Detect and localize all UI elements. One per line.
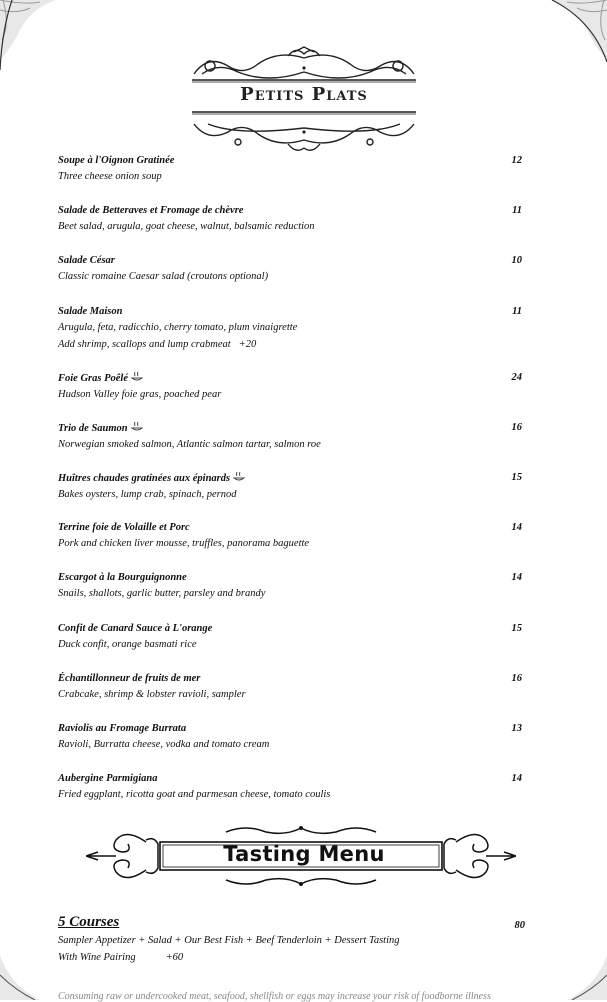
item-price: 14 bbox=[511, 773, 522, 785]
wine-pairing bbox=[58, 949, 528, 966]
item-price: 14 bbox=[511, 522, 522, 534]
item-price: 16 bbox=[511, 421, 522, 433]
menu-item bbox=[58, 204, 528, 254]
menu-list bbox=[58, 154, 528, 822]
item-name: Terrine foie de Volaille et Porc bbox=[58, 522, 190, 534]
item-description: Snails, shallots, garlic butter, parsley and brandy bbox=[58, 588, 266, 600]
item-name: Raviolis au Fromage Burrata bbox=[58, 722, 187, 734]
item-description: Duck confit, orange basmati rice bbox=[58, 638, 197, 650]
menu-item bbox=[58, 622, 528, 672]
item-name: Confit de Canard Sauce à L'orange bbox=[58, 622, 213, 634]
wine-pairing-label: With Wine Pairing bbox=[58, 952, 136, 963]
item-price: 24 bbox=[511, 371, 522, 383]
menu-item bbox=[58, 154, 528, 204]
menu-item bbox=[58, 722, 528, 772]
item-name: Salade César bbox=[58, 255, 115, 267]
item-name: Escargot à la Bourguignonne bbox=[58, 572, 187, 584]
item-price: 14 bbox=[511, 572, 522, 584]
item-description: Ravioli, Burratta cheese, vodka and tomato cream bbox=[58, 738, 270, 750]
corner-ornament-bottom-right bbox=[537, 930, 607, 1000]
item-addon bbox=[58, 336, 528, 353]
footnote: Consuming raw or undercooked meat, seafood, shellfish or eggs may increase your risk of foodborne illness bbox=[58, 991, 491, 1002]
item-description: Arugula, feta, radicchio, cherry tomato, plum vinaigrette bbox=[58, 321, 298, 333]
section-title: Petits Plats bbox=[240, 84, 368, 105]
item-description: Norwegian smoked salmon, Atlantic salmon tartar, salmon roe bbox=[58, 438, 321, 450]
item-description: Classic romaine Caesar salad (croutons optional) bbox=[58, 271, 269, 283]
item-description: Fried eggplant, ricotta goat and parmesan cheese, tomato coulis bbox=[58, 789, 331, 801]
menu-item bbox=[58, 471, 528, 521]
item-description: Bakes oysters, lump crab, spinach, pernod bbox=[58, 488, 237, 500]
menu-item bbox=[58, 305, 528, 371]
hot-dish-icon bbox=[131, 371, 143, 382]
item-price: 15 bbox=[511, 471, 522, 483]
item-price: 16 bbox=[511, 672, 522, 684]
item-name bbox=[58, 471, 528, 486]
courses-description: Sampler Appetizer + Salad + Our Best Fish + Beef Tenderloin + Dessert Tasting bbox=[58, 935, 400, 946]
item-price: 11 bbox=[512, 205, 522, 217]
addon-price: +20 bbox=[238, 338, 257, 350]
item-name-text: Trio de Saumon bbox=[58, 422, 128, 434]
item-name bbox=[58, 371, 528, 386]
item-description: Beet salad, arugula, goat cheese, walnut, balsamic reduction bbox=[58, 221, 315, 233]
menu-item bbox=[58, 371, 528, 421]
item-price: 10 bbox=[511, 255, 522, 267]
item-name: Soupe à l'Oignon Gratinée bbox=[58, 155, 175, 166]
courses-heading: 5 Courses bbox=[58, 914, 120, 930]
item-price: 15 bbox=[511, 622, 522, 634]
corner-ornament-top-right bbox=[537, 0, 607, 70]
menu-item bbox=[58, 521, 528, 571]
menu-item bbox=[58, 421, 528, 471]
hot-dish-icon bbox=[233, 471, 245, 482]
hot-dish-icon bbox=[131, 421, 143, 432]
item-name bbox=[58, 421, 528, 436]
item-description: Three cheese onion soup bbox=[58, 171, 162, 182]
item-price: 12 bbox=[511, 155, 522, 166]
item-name-text: Huîtres chaudes gratinées aux épinards bbox=[58, 472, 231, 484]
addon-label: Add shrimp, scallops and lump crabmeat bbox=[58, 338, 231, 350]
item-description: Hudson Valley foie gras, poached pear bbox=[58, 388, 222, 400]
menu-item bbox=[58, 571, 528, 621]
wine-pairing-price: +60 bbox=[165, 952, 184, 963]
menu-item bbox=[58, 254, 528, 304]
item-name-text: Foie Gras Poêlé bbox=[58, 372, 128, 384]
item-description: Crabcake, shrimp & lobster ravioli, sampler bbox=[58, 688, 246, 700]
tasting-courses bbox=[58, 912, 528, 966]
tasting-title: Tasting Menu bbox=[223, 842, 385, 866]
item-name: Salade de Betteraves et Fromage de chèvre bbox=[58, 205, 244, 217]
item-price: 11 bbox=[512, 305, 522, 317]
item-name: Échantillonneur de fruits de mer bbox=[58, 672, 201, 684]
item-name: Salade Maison bbox=[58, 305, 123, 317]
item-description: Pork and chicken liver mousse, truffles, panorama baguette bbox=[58, 538, 310, 550]
corner-ornament-top-left bbox=[0, 0, 70, 70]
item-name: Aubergine Parmigiana bbox=[58, 773, 158, 785]
courses-price: 80 bbox=[514, 920, 525, 931]
item-price: 13 bbox=[511, 722, 522, 734]
menu-item bbox=[58, 772, 528, 822]
menu-item bbox=[58, 672, 528, 722]
